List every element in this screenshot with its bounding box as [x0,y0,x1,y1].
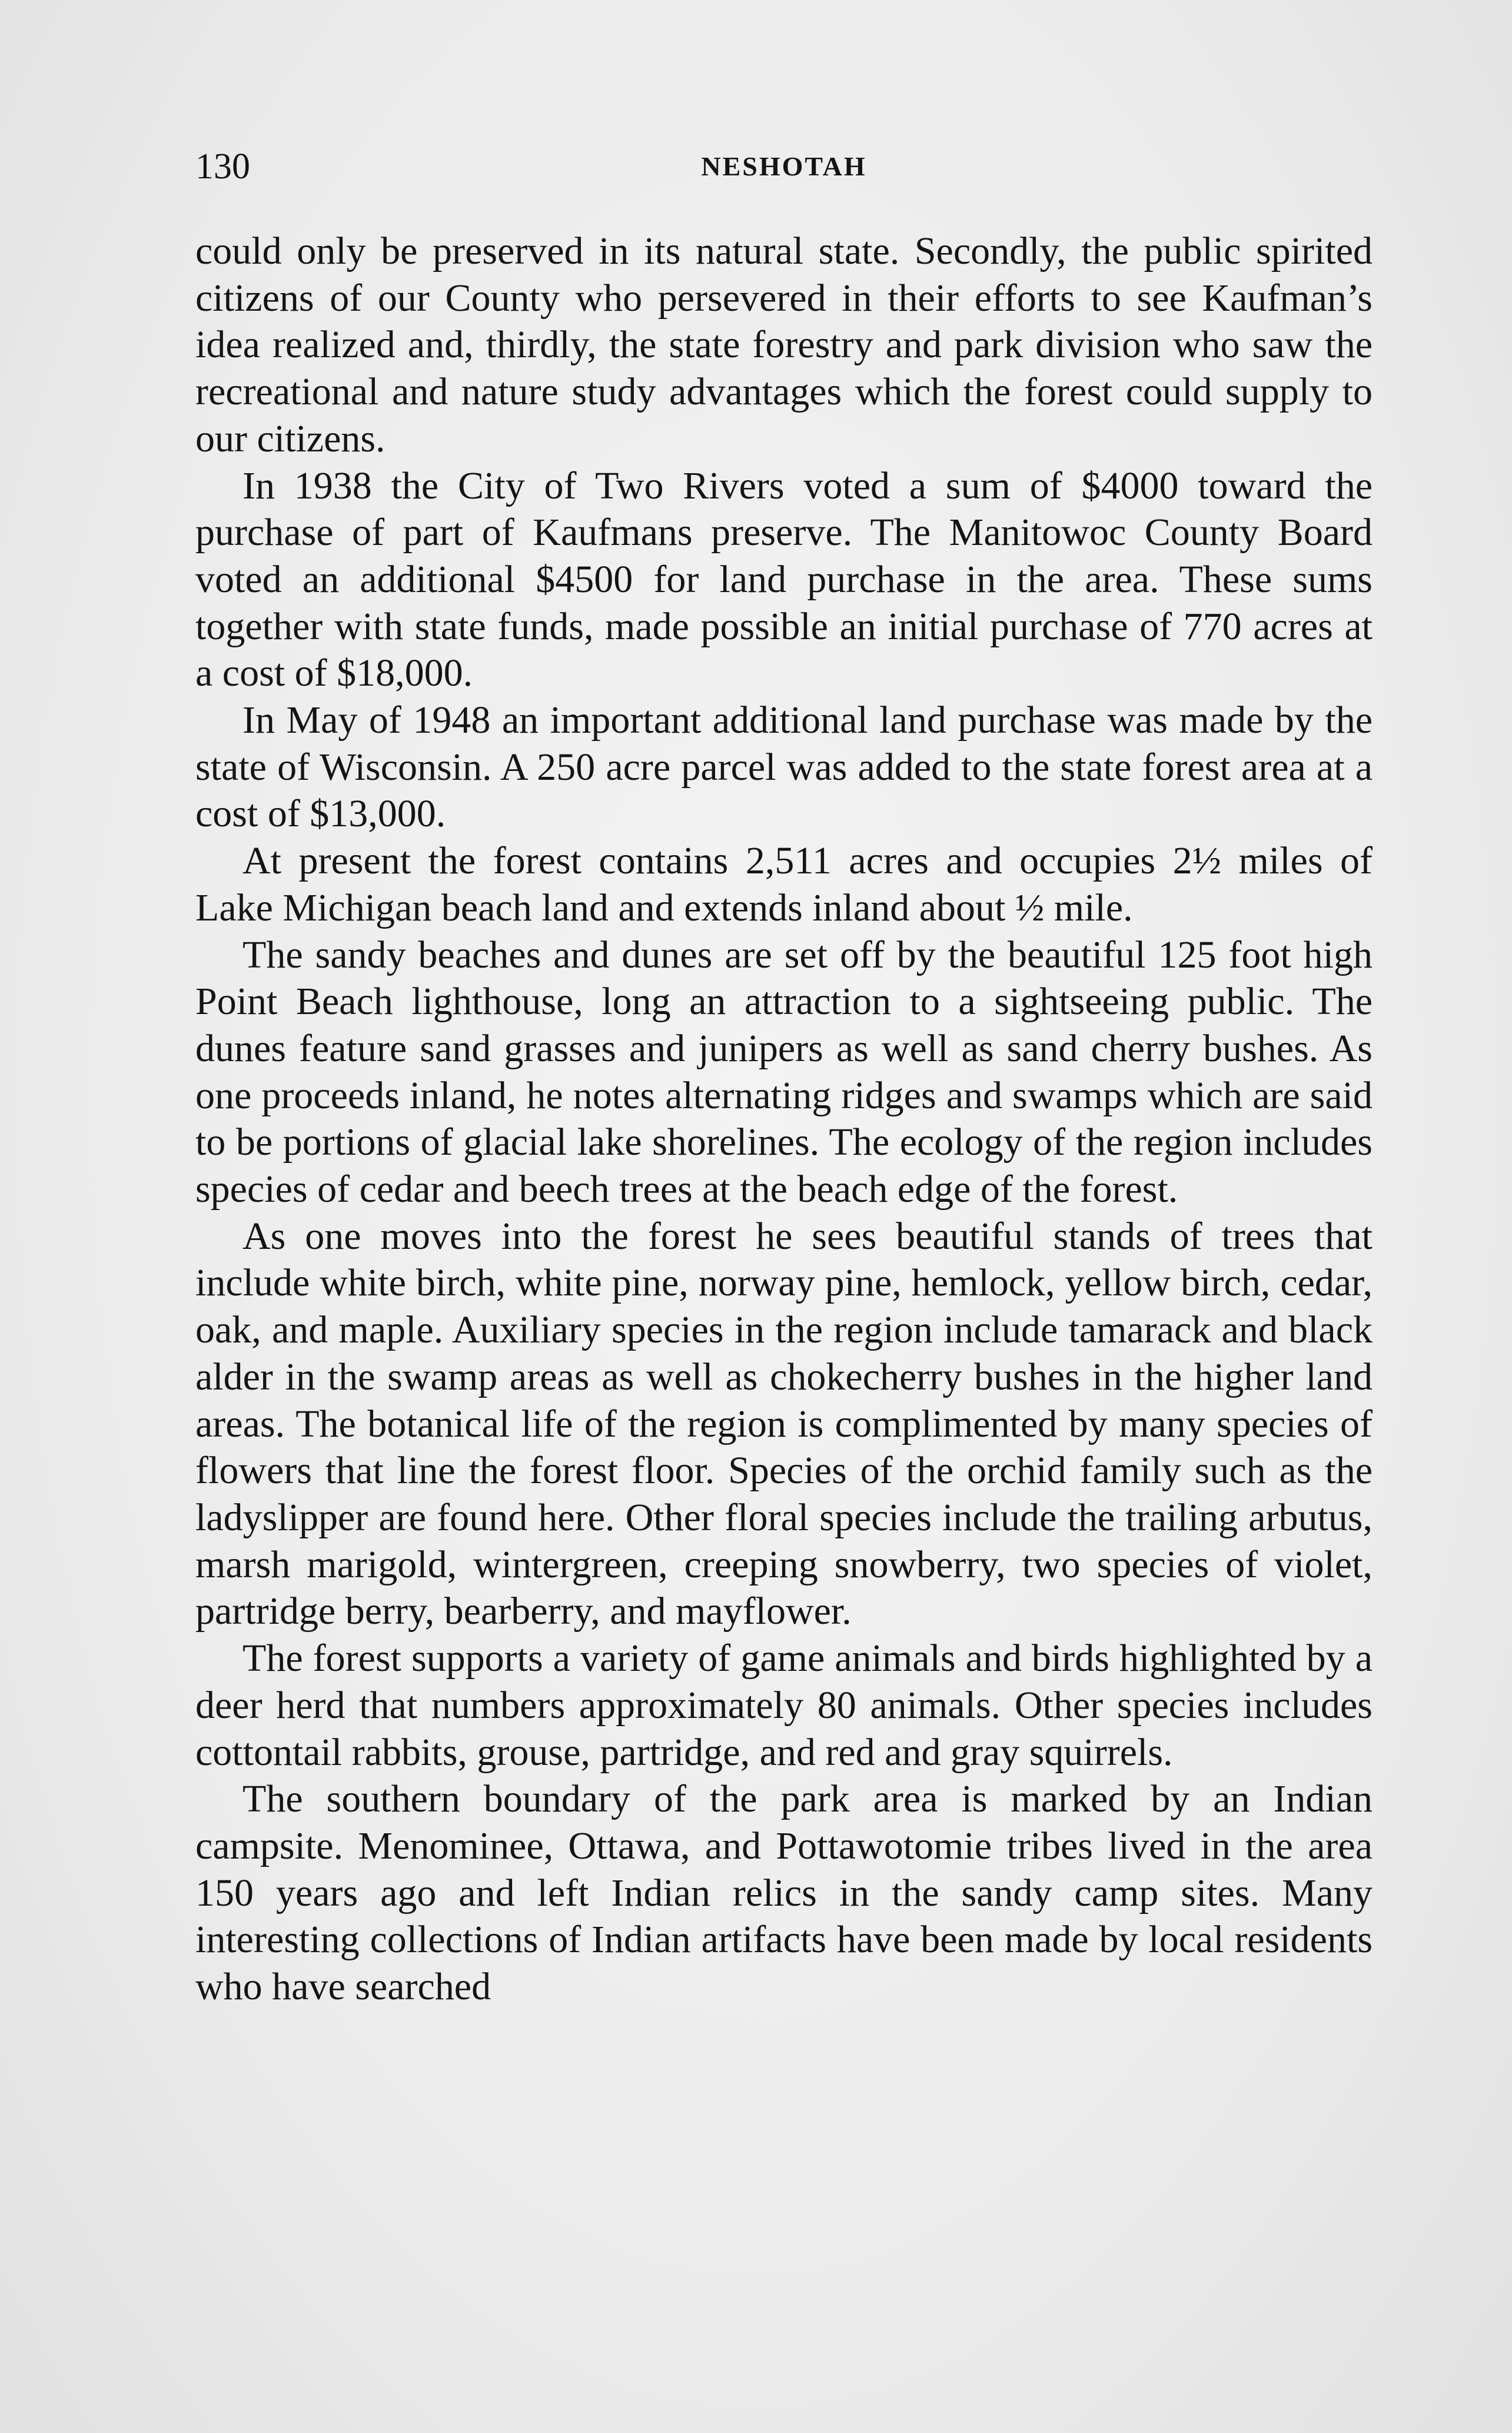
paragraph-1948-purchase: In May of 1948 an important additional land purchase was made by the state of Wisconsin. A 250 acre parcel was added to the state forest area at a cost of $13,000. [195,699,1373,836]
paragraph-continuation: could only be preserved in its natural state. Secondly, the public spirited citizens of our County who persevered in their efforts to see Kaufman’s idea realized and, thirdly, the state forestry and park division who saw the recreational and nature study advantages which the forest could supply to our citizens. [195,230,1373,460]
paragraph-wildlife: The forest supports a variety of game animals and birds highlighted by a deer herd that numbers approximately 80 animals. Other species includes cottontail rabbits, grouse, partridge, and red and gray squirrels. [195,1637,1373,1774]
page-header [195,140,1373,193]
page-number: 130 [195,147,250,187]
paragraph-trees-flowers: As one moves into the forest he sees beautiful stands of trees that include white birch, white pine, norway pine, hemlock, yellow birch, cedar, oak, and maple. Auxiliary species in the region include tamarack and black alder in the swamp areas as well as chokecherry bushes in the higher land areas. The botanical life of the region is complimented by many species of flowers that line the forest floor. Species of the orchid family such as the ladyslipper are found here. Other floral species include the trailing arbutus, marsh marigold, wintergreen, creeping snowberry, two species of violet, partridge berry, bearberry, and mayflower. [195,1214,1373,1633]
body-text [195,228,1373,2010]
paragraph-forest-size: At present the forest contains 2,511 acres and occupies 2½ miles of Lake Michigan beach land and extends inland about ½ mile. [195,839,1373,929]
running-head: NESHOTAH [701,151,867,181]
paragraph-beaches-dunes: The sandy beaches and dunes are set off by the beautiful 125 foot high Point Beach lighthouse, long an attraction to a sightseeing public. The dunes feature sand grasses and junipers as well as sand cherry bushes. As one proceeds inland, he notes alternating ridges and swamps which are said to be portions of glacial lake shorelines. The ecology of the region includes species of cedar and beech trees at the beach edge of the forest. [195,933,1373,1211]
paragraph-1938-purchase: In 1938 the City of Two Rivers voted a sum of $4000 toward the purchase of part of Kaufmans preserve. The Manitowoc County Board voted an additional $4500 for land purchase in the area. These sums together with state funds, made possible an initial purchase of 770 acres at a cost of $18,000. [195,464,1373,695]
paragraph-indian-campsite: The southern boundary of the park area is marked by an Indian campsite. Menominee, Ottawa, and Pottawotomie tribes lived in the area 150 years ago and left Indian relics in the sandy camp sites. Many interesting collections of Indian artifacts have been made by local residents who have searched [195,1777,1373,2009]
